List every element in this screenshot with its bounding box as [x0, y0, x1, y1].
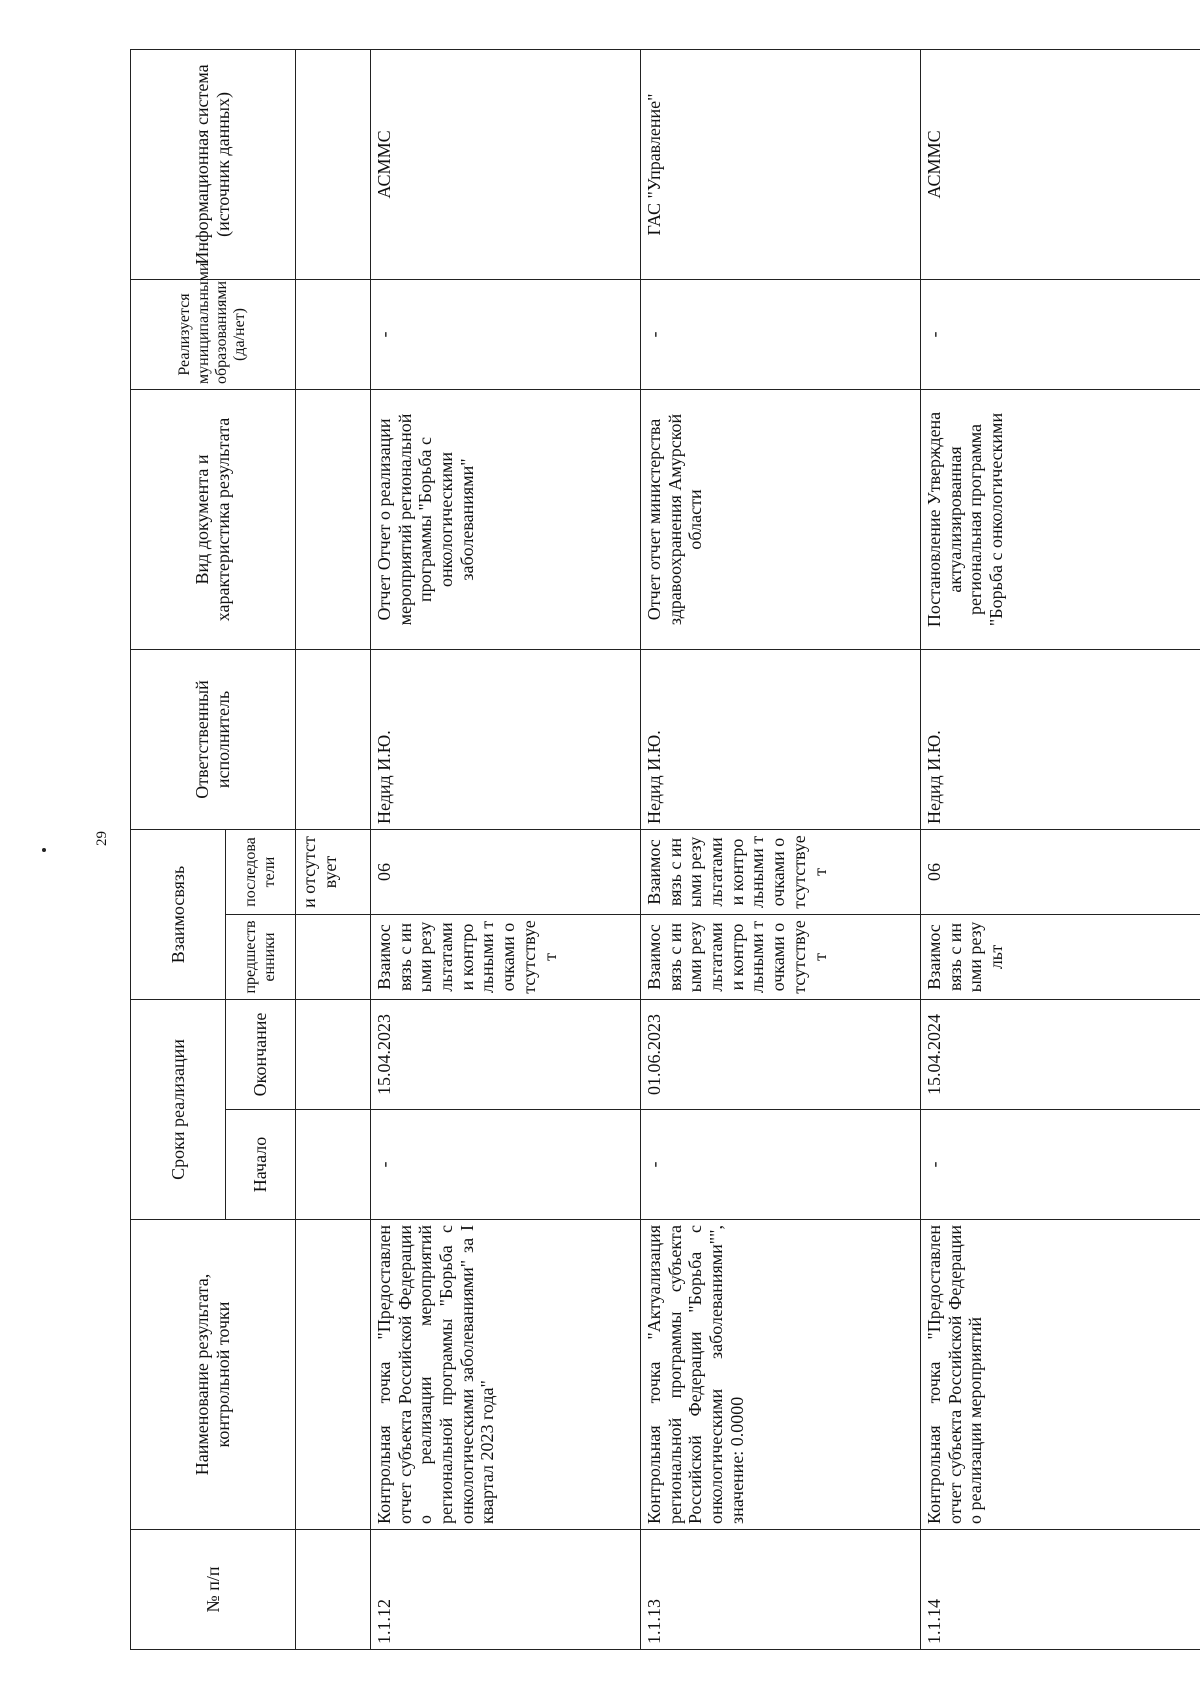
- row-end: 01.06.2023: [641, 999, 921, 1109]
- row-info-system: АСММС: [921, 49, 1200, 279]
- header-terms: Сроки реализации: [131, 999, 226, 1219]
- table-row: [921, 49, 1200, 1649]
- header-num: № п/п: [131, 1530, 296, 1650]
- header-responsible: Ответственный исполнитель: [131, 649, 296, 829]
- header-start: Начало: [226, 1110, 296, 1220]
- table-row: [641, 49, 921, 1649]
- row-successors: 06: [371, 829, 641, 914]
- row-num: 1.1.13: [641, 1530, 921, 1650]
- row-name: Контрольная точка "Предоставлен отчет субъекта Российской Федерации о реализации мероприятий региональной программы "Борьба с онкологическими заболеваниями" за I квартал 2023 года": [371, 1220, 641, 1530]
- row-name: Контрольная точка "Актуализация региональной программы субъекта Российской Федерации "Борьба с онкологическими заболеваниями"", значение: 0.0000: [641, 1220, 921, 1530]
- row-start: -: [371, 1110, 641, 1220]
- table-row: [371, 49, 641, 1649]
- successors-tail: и отсутствует: [296, 829, 371, 914]
- row-end: 15.04.2023: [371, 999, 641, 1109]
- row-num: 1.1.14: [921, 1530, 1200, 1650]
- header-municipal: Реализуется муниципальными образованиями (да/нет): [131, 279, 296, 389]
- row-name: Контрольная точка "Предоставлен отчет субъекта Российской Федерации о реализации мероприятий: [921, 1220, 1200, 1530]
- row-successors: Взаимосвязь с иными результатами и контрольными точками отсутствует: [641, 829, 921, 914]
- row-predecessors: Взаимосвязь с иными результатами и контрольными точками отсутствует: [641, 914, 921, 999]
- page-number: 29: [94, 831, 110, 846]
- row-responsible: Недид И.Ю.: [641, 649, 921, 829]
- header-info-system: Информационная система (источник данных): [131, 49, 296, 279]
- row-doc-type: Отчет Отчет о реализации мероприятий региональной программы "Борьба с онкологическими заболеваниями": [371, 389, 641, 649]
- row-municipal: -: [921, 279, 1200, 389]
- header-end: Окончание: [226, 999, 296, 1109]
- stray-dot: [42, 848, 46, 852]
- row-successors: 06: [921, 829, 1200, 914]
- header-predecessors: предшественники: [226, 914, 296, 999]
- row-predecessors: Взаимосвязь с иными результатами и контрольными точками отсутствует: [371, 914, 641, 999]
- header-doc-type: Вид документа и характеристика результата: [131, 389, 296, 649]
- row-info-system: ГАС "Управление": [641, 49, 921, 279]
- row-municipal: -: [371, 279, 641, 389]
- rotated-page: [130, 50, 1200, 1650]
- row-end: 15.04.2024: [921, 999, 1200, 1109]
- header-successors: последователи: [226, 829, 296, 914]
- row-predecessors: Взаимосвязь с иными результ: [921, 914, 1200, 999]
- row-start: -: [921, 1110, 1200, 1220]
- row-responsible: Недид И.Ю.: [371, 649, 641, 829]
- row-doc-type: Отчет отчет министерства здравоохранения Амурской области: [641, 389, 921, 649]
- table-row-continuation: [296, 49, 371, 1649]
- row-doc-type: Постановление Утверждена актуализированная региональная программа "Борьба с онкологическими: [921, 389, 1200, 649]
- header-relation: Взаимосвязь: [131, 829, 226, 999]
- row-num: 1.1.12: [371, 1530, 641, 1650]
- row-municipal: -: [641, 279, 921, 389]
- row-responsible: Недид И.Ю.: [921, 649, 1200, 829]
- row-start: -: [641, 1110, 921, 1220]
- header-row-1: [131, 49, 226, 1649]
- header-name: Наименование результата, контрольной точки: [131, 1220, 296, 1530]
- results-table: [130, 49, 1200, 1650]
- row-info-system: АСММС: [371, 49, 641, 279]
